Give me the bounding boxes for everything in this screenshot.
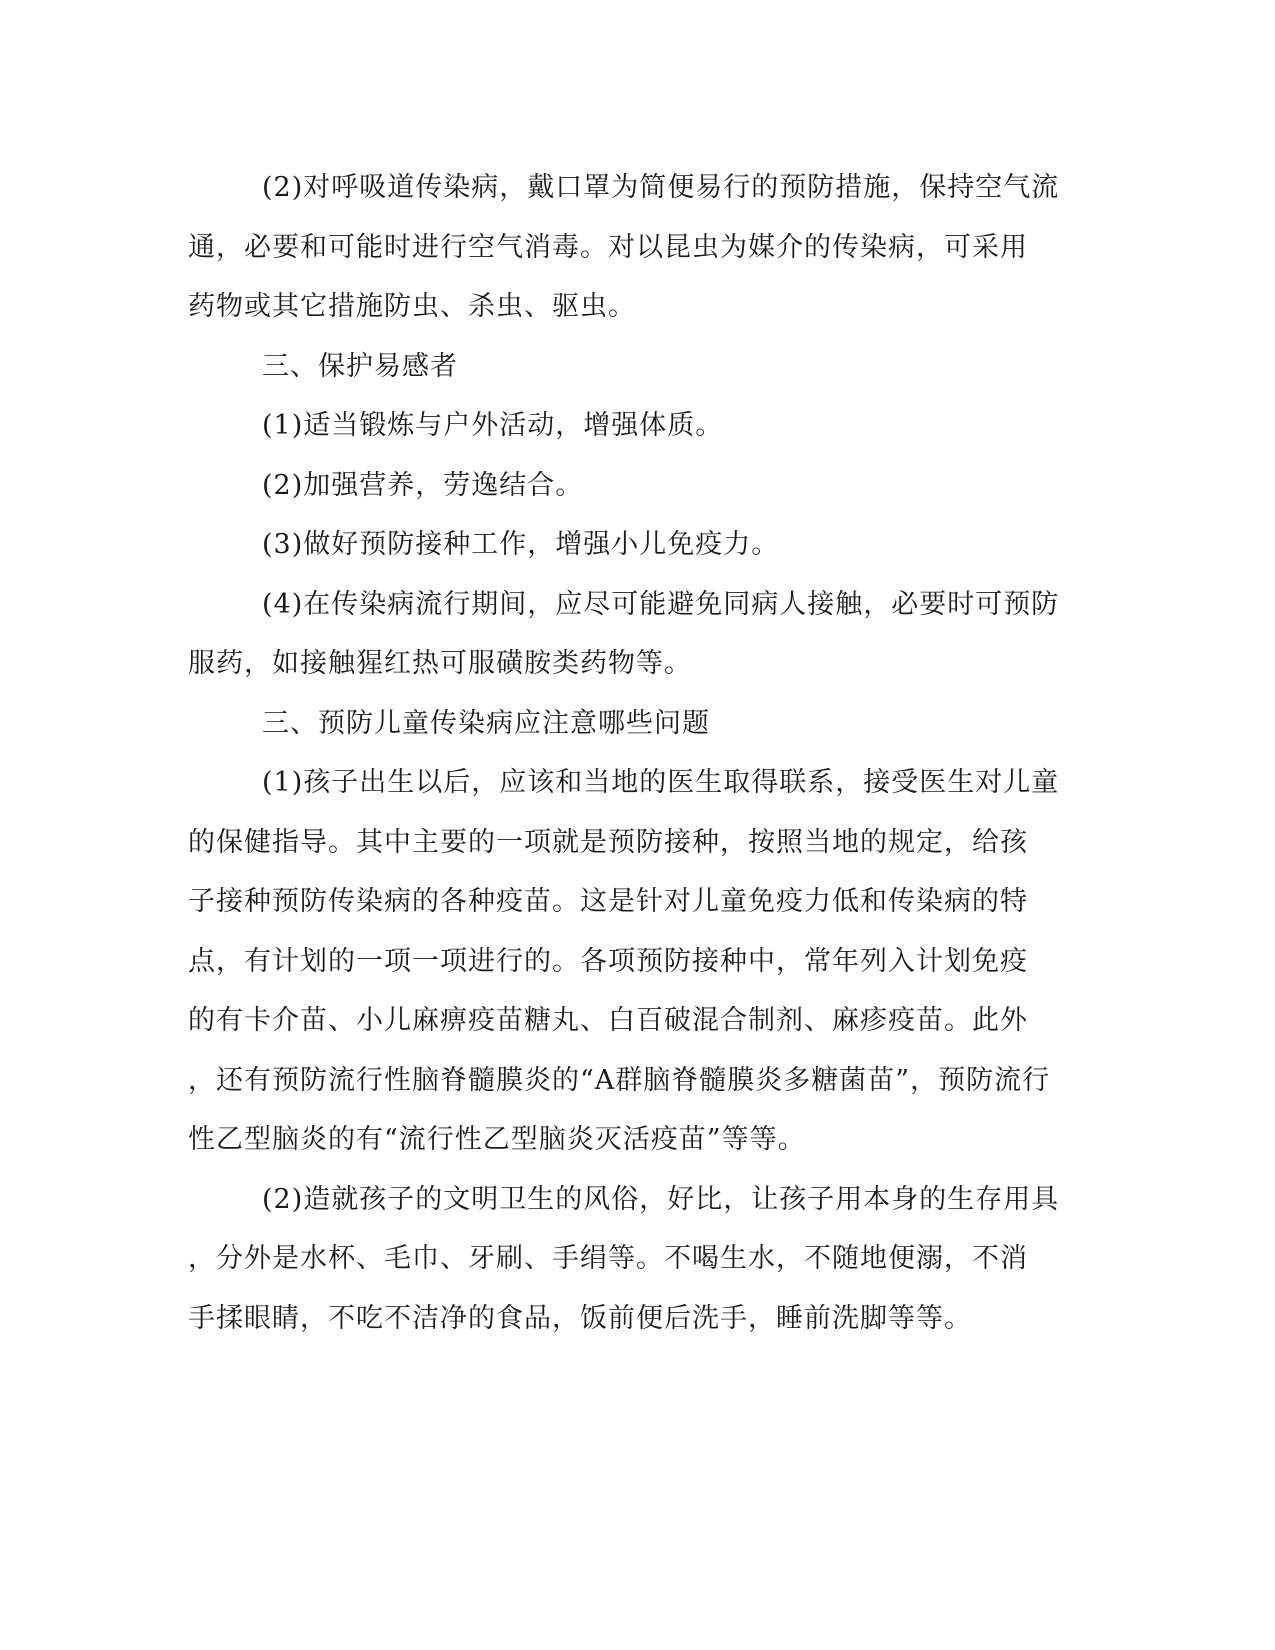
text-line: ，还有预防流行性脑脊髓膜炎的“A群脑脊髓膜炎多糖菌苗”，预防流行 [188,1064,1051,1096]
text-line: 通，必要和可能时进行空气消毒。对以昆虫为媒介的传染病，可采用 [188,231,1028,263]
text-line: 的有卡介苗、小儿麻痹疫苗糖丸、白百破混合制剂、麻疹疫苗。此外 [188,1005,1028,1036]
text-line: (1)适当锻炼与户外活动，增强体质。 [262,410,724,441]
text-line: (3)做好预防接种工作，增强小儿免疫力。 [262,529,780,560]
text-line: (2)对呼吸道传染病，戴口罩为简便易行的预防措施，保持空气流 [262,172,1060,203]
text-line: (4)在传染病流行期间，应尽可能避免同病人接触，必要时可预防 [262,588,1060,620]
text-line: (1)孩子出生以后，应该和当地的医生取得联系，接受医生对儿童 [262,767,1060,798]
text-line: 性乙型脑炎的有“流行性乙型脑炎灭活疫苗”等等。 [188,1124,806,1155]
text-line: (2)加强营养，劳逸结合。 [262,469,584,501]
text-line: 药物或其它措施防虫、杀虫、驱虫。 [188,291,636,322]
text-line: 点，有计划的一项一项进行的。各项预防接种中，常年列入计划免疫 [188,945,1028,977]
text-line: ，分外是水杯、毛巾、牙刷、手绢等。不喝生水，不随地便溺，不消 [188,1243,1028,1274]
section-heading: 三、保护易感者 [262,350,458,382]
text-line: (2)造就孩子的文明卫生的风俗，好比，让孩子用本身的生存用具 [262,1183,1060,1215]
document-body [188,158,1072,1348]
text-line: 手揉眼睛，不吃不洁净的食品，饭前便后洗手，睡前洗脚等等。 [188,1302,972,1334]
section-heading: 三、预防儿童传染病应注意哪些问题 [262,707,710,739]
text-line: 服药，如接触猩红热可服磺胺类药物等。 [188,648,692,679]
text-line: 子接种预防传染病的各种疫苗。这是针对儿童免疫力低和传染病的特 [188,886,1028,917]
text-line: 的保健指导。其中主要的一项就是预防接种，按照当地的规定，给孩 [188,826,1028,858]
